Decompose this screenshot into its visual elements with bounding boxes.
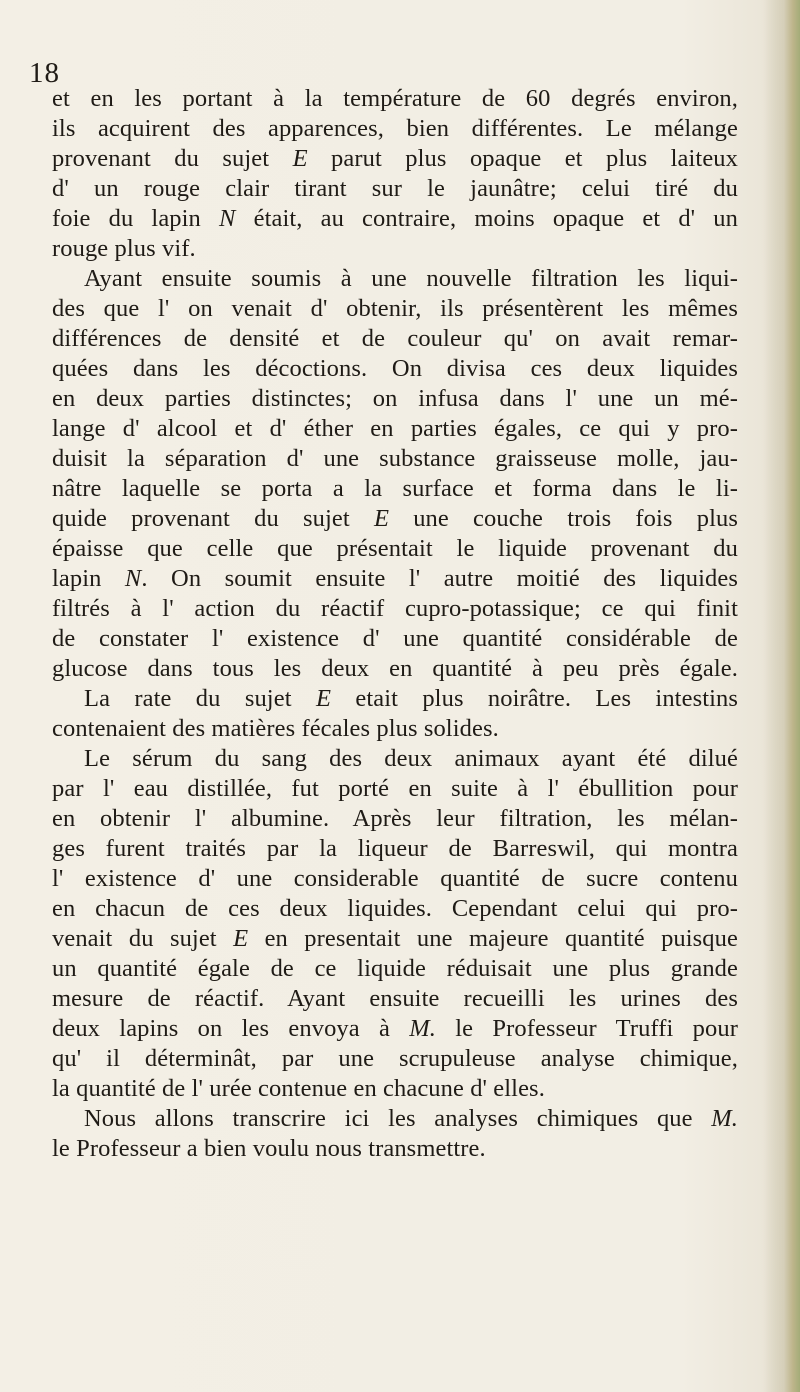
- text-line: venait du sujet E en presentait une majeure quantité puisque: [52, 925, 738, 952]
- text-line: duisit la séparation d' une substance graisseuse molle, jau-: [52, 445, 738, 472]
- text-line: mesure de réactif. Ayant ensuite recueilli les urines des: [52, 985, 738, 1012]
- text-line: en deux parties distinctes; on infusa dans l' une un mé-: [52, 385, 738, 412]
- text-line: le Professeur a bien voulu nous transmettre.: [52, 1135, 486, 1162]
- text-line: lange d' alcool et d' éther en parties égales, ce qui y pro-: [52, 415, 738, 442]
- text-line: deux lapins on les envoya à M. le Professeur Truffi pour: [52, 1015, 738, 1042]
- text-line: nâtre laquelle se porta a la surface et forma dans le li-: [52, 475, 738, 502]
- text-line: ils acquirent des apparences, bien différentes. Le mélange: [52, 115, 738, 142]
- text-line: qu' il déterminât, par une scrupuleuse analyse chimique,: [52, 1045, 738, 1072]
- text-line: foie du lapin N était, au contraire, moins opaque et d' un: [52, 205, 738, 232]
- text-line: glucose dans tous les deux en quantité à peu près égale.: [52, 655, 738, 682]
- text-line: rouge plus vif.: [52, 235, 196, 262]
- text-line: et en les portant à la température de 60 degrés environ,: [52, 85, 738, 112]
- text-line: différences de densité et de couleur qu' on avait remar-: [52, 325, 738, 352]
- text-line: par l' eau distillée, fut porté en suite à l' ébullition pour: [52, 775, 738, 802]
- text-line: La rate du sujet E etait plus noirâtre. Les intestins: [84, 685, 738, 712]
- page-edge-shadow: [764, 0, 800, 1392]
- text-line: épaisse que celle que présentait le liquide provenant du: [52, 535, 738, 562]
- text-line: des que l' on venait d' obtenir, ils présentèrent les mêmes: [52, 295, 738, 322]
- text-line: provenant du sujet E parut plus opaque et plus laiteux: [52, 145, 738, 172]
- text-line: en chacun de ces deux liquides. Cependant celui qui pro-: [52, 895, 738, 922]
- text-line: un quantité égale de ce liquide réduisait une plus grande: [52, 955, 738, 982]
- text-line: contenaient des matières fécales plus solides.: [52, 715, 499, 742]
- text-line: lapin N. On soumit ensuite l' autre moitié des liquides: [52, 565, 738, 592]
- body-text: [52, 84, 738, 1164]
- text-line: quées dans les décoctions. On divisa ces deux liquides: [52, 355, 738, 382]
- text-line: Le sérum du sang des deux animaux ayant été dilué: [84, 745, 738, 772]
- text-line: quide provenant du sujet E une couche trois fois plus: [52, 505, 738, 532]
- text-line: Nous allons transcrire ici les analyses chimiques que M.: [84, 1105, 738, 1132]
- text-line: en obtenir l' albumine. Après leur filtration, les mélan-: [52, 805, 738, 832]
- text-line: de constater l' existence d' une quantité considérable de: [52, 625, 738, 652]
- text-line: Ayant ensuite soumis à une nouvelle filtration les liqui-: [84, 265, 738, 292]
- text-line: filtrés à l' action du réactif cupro-potassique; ce qui finit: [52, 595, 738, 622]
- page-number: 18: [29, 57, 60, 89]
- text-line: l' existence d' une considerable quantité de sucre contenu: [52, 865, 738, 892]
- text-line: d' un rouge clair tirant sur le jaunâtre; celui tiré du: [52, 175, 738, 202]
- text-line: la quantité de l' urée contenue en chacune d' elles.: [52, 1075, 545, 1102]
- text-line: ges furent traités par la liqueur de Barreswil, qui montra: [52, 835, 738, 862]
